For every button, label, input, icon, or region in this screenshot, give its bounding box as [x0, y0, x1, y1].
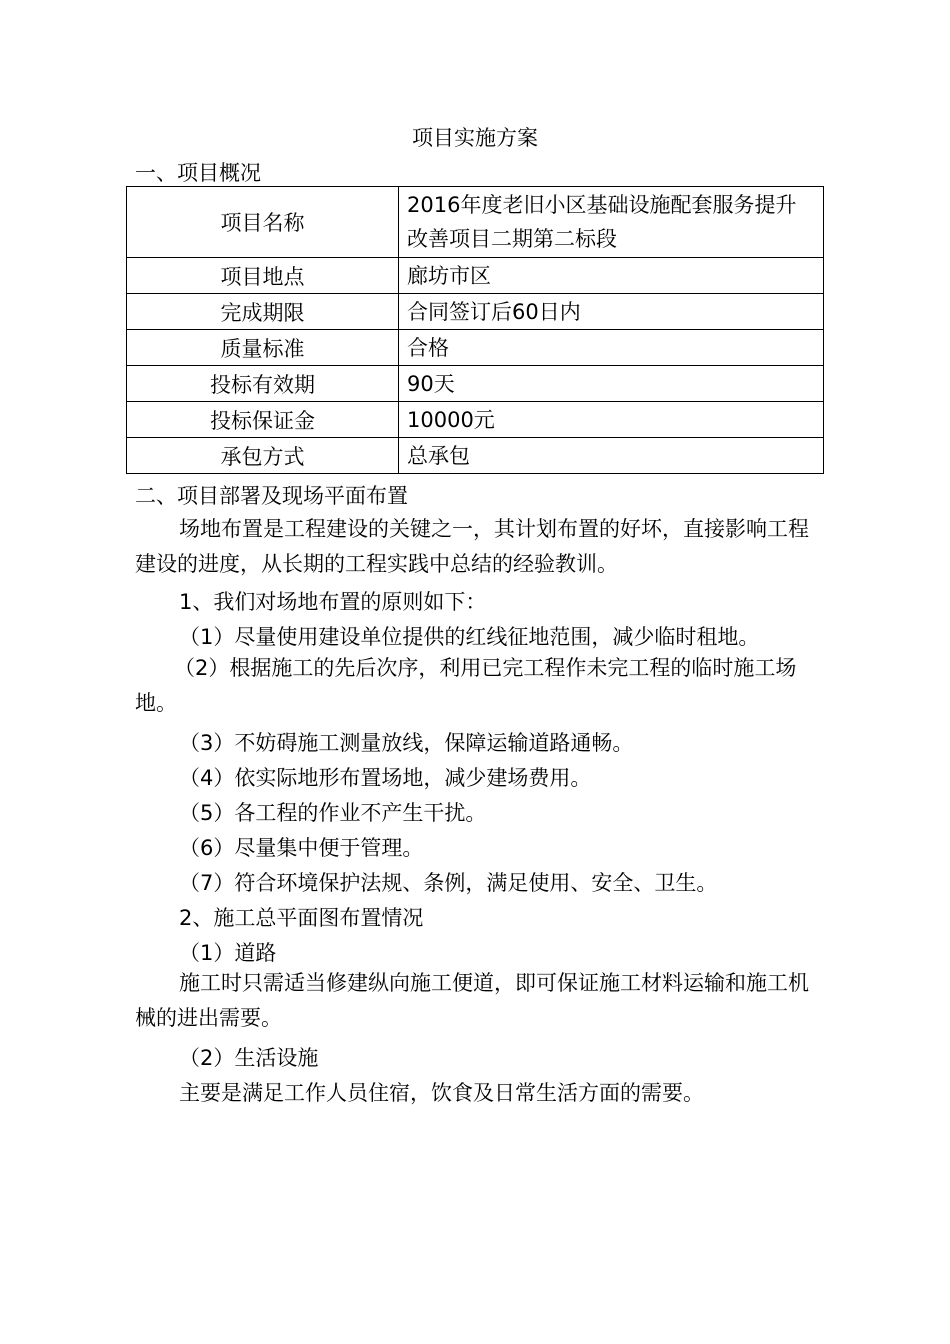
document-title: 项目实施方案 — [412, 126, 538, 150]
table-row — [127, 330, 824, 366]
table-key-cell: 质量标准 — [127, 330, 399, 366]
table-key-cell: 投标有效期 — [127, 366, 399, 402]
intro-paragraph: 场地布置是工程建设的关键之一，其计划布置的好坏，直接影响工程建设的进度，从长期的工程实践中总结的经验教训。 — [135, 517, 809, 576]
table-key-cell: 承包方式 — [127, 438, 399, 474]
principle-item: （7）符合环境保护法规、条例，满足使用、安全、卫生。 — [179, 871, 718, 895]
table-key-cell: 项目名称 — [127, 187, 399, 258]
road-heading: （1）道路 — [179, 941, 277, 965]
table-value-cell: 10000元 — [399, 402, 824, 438]
principle-item: （6）尽量集中便于管理。 — [179, 836, 424, 860]
principle-item: （2）根据施工的先后次序，利用已完工程作未完工程的临时施工场地。 — [135, 656, 797, 715]
table-value-cell: 合同签订后60日内 — [399, 294, 824, 330]
principle-item: （5）各工程的作业不产生干扰。 — [179, 801, 487, 825]
table-row — [127, 258, 824, 294]
principle-item: （4）依实际地形布置场地，减少建场费用。 — [179, 766, 592, 790]
table-value-cell: 2016年度老旧小区基础设施配套服务提升改善项目二期第二标段 — [399, 187, 824, 258]
section2-heading: 二、项目部署及现场平面布置 — [135, 484, 408, 508]
principle-item: （1）尽量使用建设单位提供的红线征地范围，减少临时租地。 — [179, 625, 760, 649]
principle-item: （3）不妨碍施工测量放线，保障运输道路通畅。 — [179, 731, 634, 755]
living-heading: （2）生活设施 — [179, 1046, 319, 1070]
road-paragraph: 施工时只需适当修建纵向施工便道，即可保证施工材料运输和施工机械的进出需要。 — [135, 971, 809, 1030]
table-row — [127, 438, 824, 474]
table-row — [127, 402, 824, 438]
project-overview-table — [126, 186, 824, 474]
table-row — [127, 294, 824, 330]
table-value-cell: 合格 — [399, 330, 824, 366]
living-paragraph: 主要是满足工作人员住宿，饮食及日常生活方面的需要。 — [179, 1081, 704, 1105]
table-key-cell: 完成期限 — [127, 294, 399, 330]
table-row — [127, 366, 824, 402]
table-row — [127, 187, 824, 258]
table-value-cell: 总承包 — [399, 438, 824, 474]
table-key-cell: 投标保证金 — [127, 402, 399, 438]
section1-heading: 一、项目概况 — [135, 161, 261, 185]
layout-heading: 2、施工总平面图布置情况 — [179, 906, 424, 930]
table-value-cell: 廊坊市区 — [399, 258, 824, 294]
principles-heading: 1、我们对场地布置的原则如下： — [179, 590, 487, 614]
table-key-cell: 项目地点 — [127, 258, 399, 294]
table-value-cell: 90天 — [399, 366, 824, 402]
